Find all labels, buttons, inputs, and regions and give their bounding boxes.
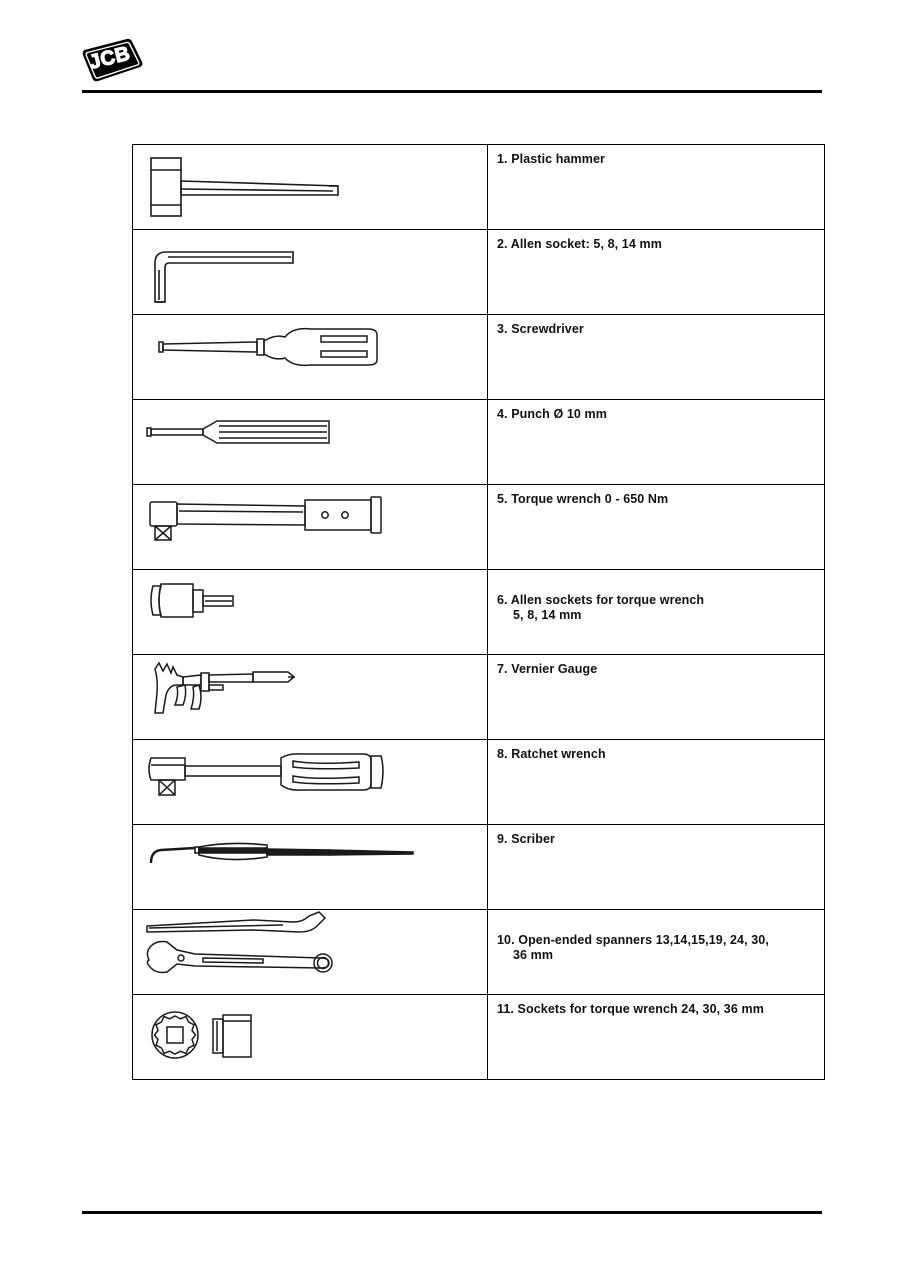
tool-label-cell (488, 570, 825, 655)
allen-key-icon (133, 230, 487, 314)
tool-illustration-cell (133, 910, 488, 995)
torque-wrench-icon (133, 485, 487, 569)
allen-socket-icon (133, 570, 487, 654)
jcb-logo (82, 38, 144, 82)
tool-label-cell (488, 740, 825, 825)
tool-illustration-cell (133, 825, 488, 910)
scriber-icon (133, 825, 487, 909)
footer-rule (82, 1211, 822, 1214)
table-row (133, 655, 825, 740)
vernier-gauge-icon (133, 655, 487, 739)
tool-label: 4. Punch Ø 10 mm (497, 407, 607, 421)
tool-label: 3. Screwdriver (497, 322, 584, 336)
table-row (133, 570, 825, 655)
svg-text:JCB: JCB (86, 42, 133, 74)
tool-illustration-cell (133, 485, 488, 570)
tool-label-line2: 36 mm (513, 948, 554, 962)
tool-illustration-cell (133, 995, 488, 1080)
tool-illustration-cell (133, 740, 488, 825)
tool-label: 7. Vernier Gauge (497, 662, 598, 676)
open-ended-spanners-icon (133, 910, 487, 994)
tool-illustration-cell (133, 655, 488, 740)
tool-label-cell (488, 910, 825, 995)
tool-list-table (132, 144, 825, 1080)
plastic-hammer-icon (133, 145, 487, 229)
table-row (133, 485, 825, 570)
table-row (133, 145, 825, 230)
table-row (133, 825, 825, 910)
punch-icon (133, 400, 487, 484)
header-rule (82, 90, 822, 93)
tool-label: 11. Sockets for torque wrench 24, 30, 36 mm (497, 1002, 764, 1016)
table-row (133, 740, 825, 825)
tool-label-line2: 5, 8, 14 mm (513, 608, 582, 622)
tool-label-cell (488, 230, 825, 315)
ratchet-wrench-icon (133, 740, 487, 824)
tool-label-cell (488, 400, 825, 485)
table-row (133, 400, 825, 485)
tool-label: 9. Scriber (497, 832, 555, 846)
tool-label (488, 910, 824, 979)
tool-label (488, 570, 824, 639)
tool-illustration-cell (133, 145, 488, 230)
tool-label-line1: 10. Open-ended spanners 13,14,15,19, 24, 30, (497, 932, 769, 947)
table-row (133, 995, 825, 1080)
tool-label: 1. Plastic hammer (497, 152, 606, 166)
tool-illustration-cell (133, 570, 488, 655)
tool-illustration-cell (133, 315, 488, 400)
tool-label-cell (488, 315, 825, 400)
tool-label-cell (488, 485, 825, 570)
tool-label-line1: 6. Allen sockets for torque wrench (497, 592, 705, 607)
tool-label: 2. Allen socket: 5, 8, 14 mm (497, 237, 662, 251)
tool-label-cell (488, 145, 825, 230)
tool-label: 5. Torque wrench 0 - 650 Nm (497, 492, 669, 506)
tool-label: 8. Ratchet wrench (497, 747, 606, 761)
tool-illustration-cell (133, 400, 488, 485)
tool-label-cell (488, 655, 825, 740)
sockets-icon (133, 995, 487, 1079)
table-row (133, 315, 825, 400)
screwdriver-icon (133, 315, 487, 399)
table-row (133, 910, 825, 995)
table-row (133, 230, 825, 315)
tool-label-cell (488, 825, 825, 910)
tool-label-cell (488, 995, 825, 1080)
tool-illustration-cell (133, 230, 488, 315)
